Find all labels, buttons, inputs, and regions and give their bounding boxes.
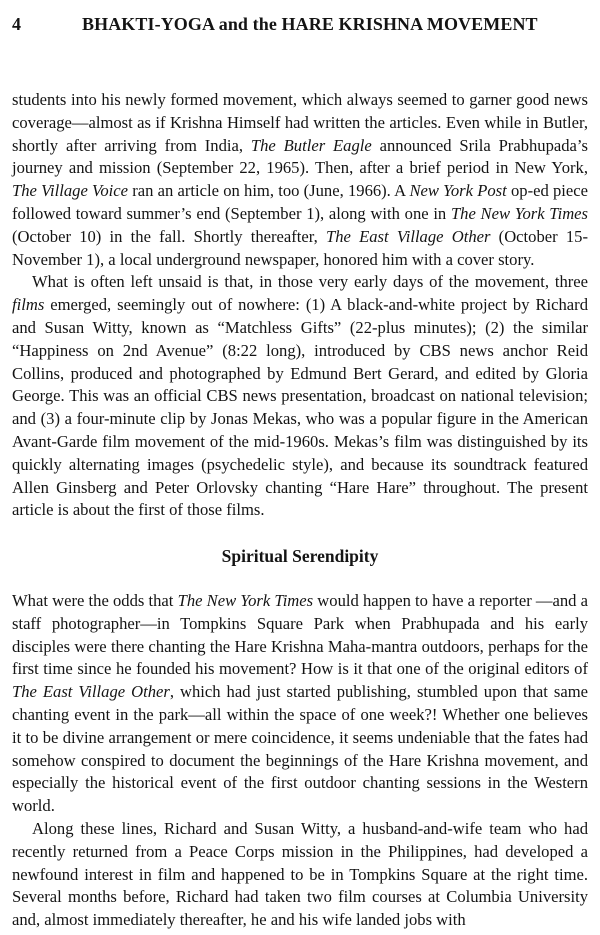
body-text-top	[12, 89, 588, 522]
running-head	[12, 14, 588, 35]
paragraph: What is often left unsaid is that, in those very early days of the movement, three films emerged, seemingly out of nowhere: (1) A black-and-white project by Richard and Susan Witty, known as “Matchless Gifts” (22-plus minutes); (2) the similar “Happiness on 2nd Avenue” (8:22 long), introduced by CBS news anchor Reid Collins, produced and photographed by Edmund Bert Gerard, and edited by Gloria George. This was an official CBS news presentation, broadcast on national television; and (3) a four-minute clip by Jonas Mekas, who was a popular figure in the American Avant-Garde film movement of the mid-1960s. Mekas’s film was distinguished by its quickly alternating images (psychedelic style), and because its soundtrack featured Allen Ginsberg and Peter Orlovsky chanting “Hare Hare” throughout. The present article is about the first of those films.	[12, 272, 588, 520]
paragraph: students into his newly formed movement, which always seemed to garner good news coverage—almost as if Krishna Himself had written the articles. Even while in Butler, shortly after arriving from India, The Butler Eagle announced Srila Prabhupada’s journey and mission (September 22, 1965). Then, after a brief period in New York, The Village Voice ran an article on him, too (June, 1966). A New York Post op-ed piece followed toward summer’s end (September 1), along with one in The New York Times (October 10) in the fall. Shortly thereafter, The East Village Other (October 15-November 1), a local underground newspaper, honored him with a cover story.	[12, 90, 589, 269]
paragraph: What were the odds that The New York Times would happen to have a reporter —and a staff photographer—in Tompkins Square Park when Prabhupada and his early disciples were there chanting the Hare Krishna Maha-mantra outdoors, perhaps for the first time since he founded his movement? How is it that one of the original editors of The East Village Other, which had just started publishing, stumbled upon that same chanting event in the park—all within the space of one week?! Whether one believes it to be divine arrangement or mere coincidence, it seems undeniable that the fates had somehow conspired to document the beginnings of the Hare Krishna movement, and especially the historical event of the first outdoor chanting sessions in the Western world.	[12, 591, 589, 816]
section-heading: Spiritual Serendipity	[221, 546, 379, 566]
page-number: 4	[12, 14, 22, 34]
body-text-bottom	[12, 590, 588, 932]
running-title: BHAKTI-YOGA and the HARE KRISHNA MOVEMENT	[82, 14, 538, 34]
paragraph: Along these lines, Richard and Susan Witty, a husband-and-wife team who had recently returned from a Peace Corps mission in the Philippines, had developed a newfound interest in film and happened to be in Tompkins Square at the right time. Several months before, Richard had taken two film courses at Columbia University and, almost immediately thereafter, he and his wife landed jobs with	[12, 818, 588, 930]
